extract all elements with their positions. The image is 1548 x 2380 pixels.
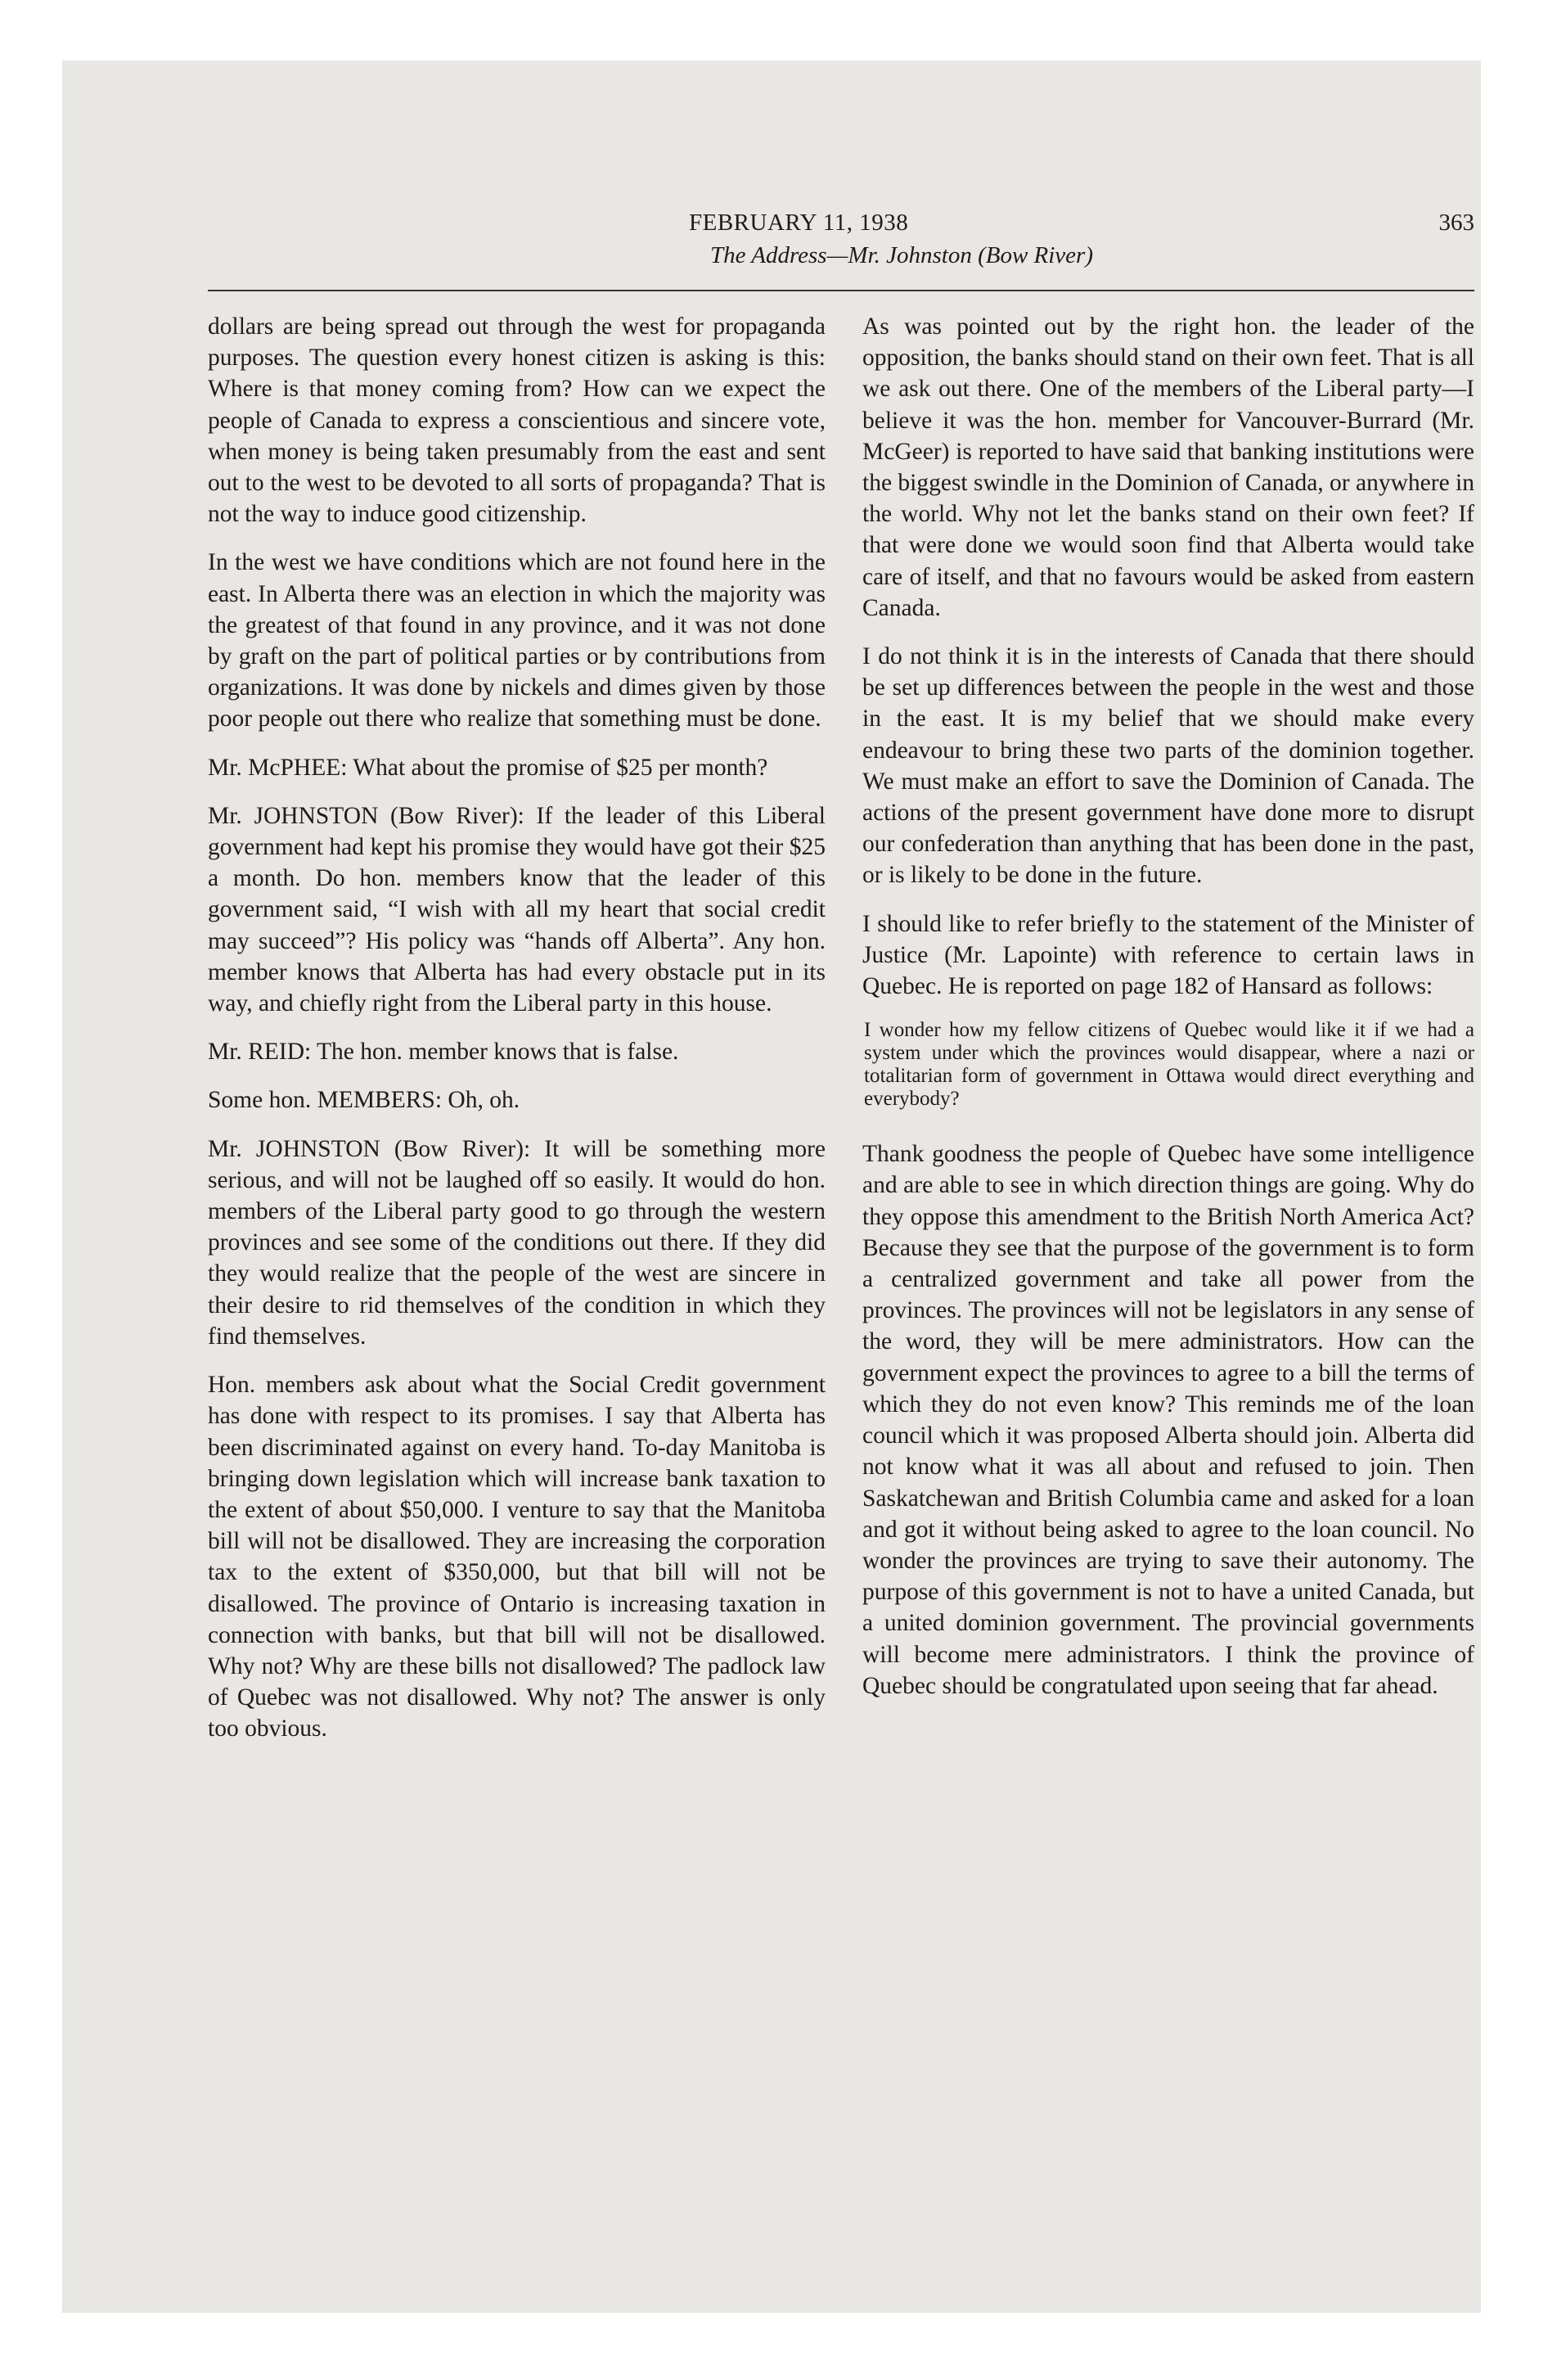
scanned-page	[62, 61, 1481, 2313]
paragraph: Some hon. MEMBERS: Oh, oh.	[208, 1087, 520, 1114]
paragraph: I do not think it is in the interests of Canada that there should be set up differences between the people in the west and those in the east. It is my belief that we should make every endeavour to bring these two parts of the dominion together. We must make an effort to save the Dominion of Canada. The actions of the present government have done more to disrupt our confederation than anything that has been done in the past, or is likely to be done in the future.	[862, 643, 1474, 889]
paragraph: dollars are being spread out through the west for propaganda purposes. The question every honest citizen is asking is this: Where is that money coming from? How can we expect the people of Canada to express a conscientious and sincere vote, when money is being taken presumably from the east and sent out to the west to be devoted to all sorts of propaganda? That is not the way to induce good citizenship.	[208, 313, 826, 528]
paragraph: I should like to refer briefly to the statement of the Minister of Justice (Mr. Lapointe) with reference to certain laws in Quebec. He is reported on page 182 of Hansard as follows:	[862, 910, 1474, 1000]
paragraph: Mr. McPHEE: What about the promise of $25 per month?	[208, 754, 768, 781]
header-subtitle: The Address—Mr. Johnston (Bow River)	[710, 242, 1093, 268]
paragraph: Thank goodness the people of Quebec have some intelligence and are able to see in which direction things are going. Why do they oppose this amendment to the British North America Act? Because they see that the purpose of the government is to form a centralized government and take all power from the provinces. The provinces will not be legislators in any sense of the word, they will be mere administrators. How can the government expect the provinces to agree to a bill the terms of which they do not even know? This reminds me of the loan council which it was proposed Alberta should join. Alberta did not know what it was all about and refused to join. Then Saskatchewan and British Columbia came and asked for a loan and got it without being asked to agree to the loan council. No wonder the provinces are trying to save their autonomy. The purpose of this government is not to have a united Canada, but a united dominion government. The provincial governments will become mere administrators. I think the province of Quebec should be congratulated upon seeing that far ahead.	[862, 1141, 1474, 1699]
paragraph: Hon. members ask about what the Social Credit government has done with respect to its promises. I say that Alberta has been discriminated against on every hand. To-day Manitoba is bringing down legislation which will increase bank taxation to the extent of about $50,000. I venture to say that the Manitoba bill will not be disallowed. They are increasing the corporation tax to the extent of $350,000, but that bill will not be disallowed. The province of Ontario is increasing taxation in connection with banks, but that bill will not be disallowed. Why not? Why are these bills not disallowed? The padlock law of Quebec was not disallowed. Why not? The answer is only too obvious.	[208, 1372, 826, 1742]
header-rule	[208, 290, 1474, 291]
left-column	[208, 311, 826, 1762]
page-number: 363	[1438, 210, 1474, 236]
paragraph: Mr. JOHNSTON (Bow River): It will be something more serious, and will not be laughed off so easily. It would do hon. members of the Liberal party good to go through the western provinces and see some of the conditions out there. If they did they would realize that the people of the west are sincere in their desire to rid themselves of the condition in which they find themselves.	[208, 1135, 826, 1350]
paragraph: Mr. JOHNSTON (Bow River): If the leader of this Liberal government had kept his promise they would have got their $25 a month. Do hon. members know that the leader of this government said, “I wish with all my heart that social credit may succeed”? His policy was “hands off Alberta”. Any hon. member knows that Alberta has had every obstacle put in its way, and chiefly right from the Liberal party in this house.	[208, 802, 826, 1017]
header-date: FEBRUARY 11, 1938	[689, 210, 909, 236]
right-column	[862, 311, 1474, 1762]
block-quote: I wonder how my fellow citizens of Quebec would like it if we had a system under which the provinces would disappear, where a nazi or totalitarian form of government in Ottawa would direct everything and everybody?	[864, 1019, 1474, 1111]
text-columns	[208, 311, 1474, 1762]
paragraph: As was pointed out by the right hon. the leader of the opposition, the banks should stand on their own feet. That is all we ask out there. One of the members of the Liberal party—I believe it was the hon. member for Vancouver-Burrard (Mr. McGeer) is reported to have said that banking institutions were the biggest swindle in the Dominion of Canada, or anywhere in the world. Why not let the banks stand on their own feet? If that were done we would soon find that Alberta would take care of itself, and that no favours would be asked from eastern Canada.	[862, 313, 1474, 621]
page-header	[208, 210, 1474, 275]
paragraph: Mr. REID: The hon. member knows that is false.	[208, 1039, 679, 1066]
hansard-page	[208, 210, 1474, 1742]
paragraph: In the west we have conditions which are not found here in the east. In Alberta there was an election in which the majority was the greatest of that found in any province, and it was not done by graft on the part of political parties or by contributions from organizations. It was done by nickels and dimes given by those poor people out there who realize that something must be done.	[208, 549, 826, 732]
